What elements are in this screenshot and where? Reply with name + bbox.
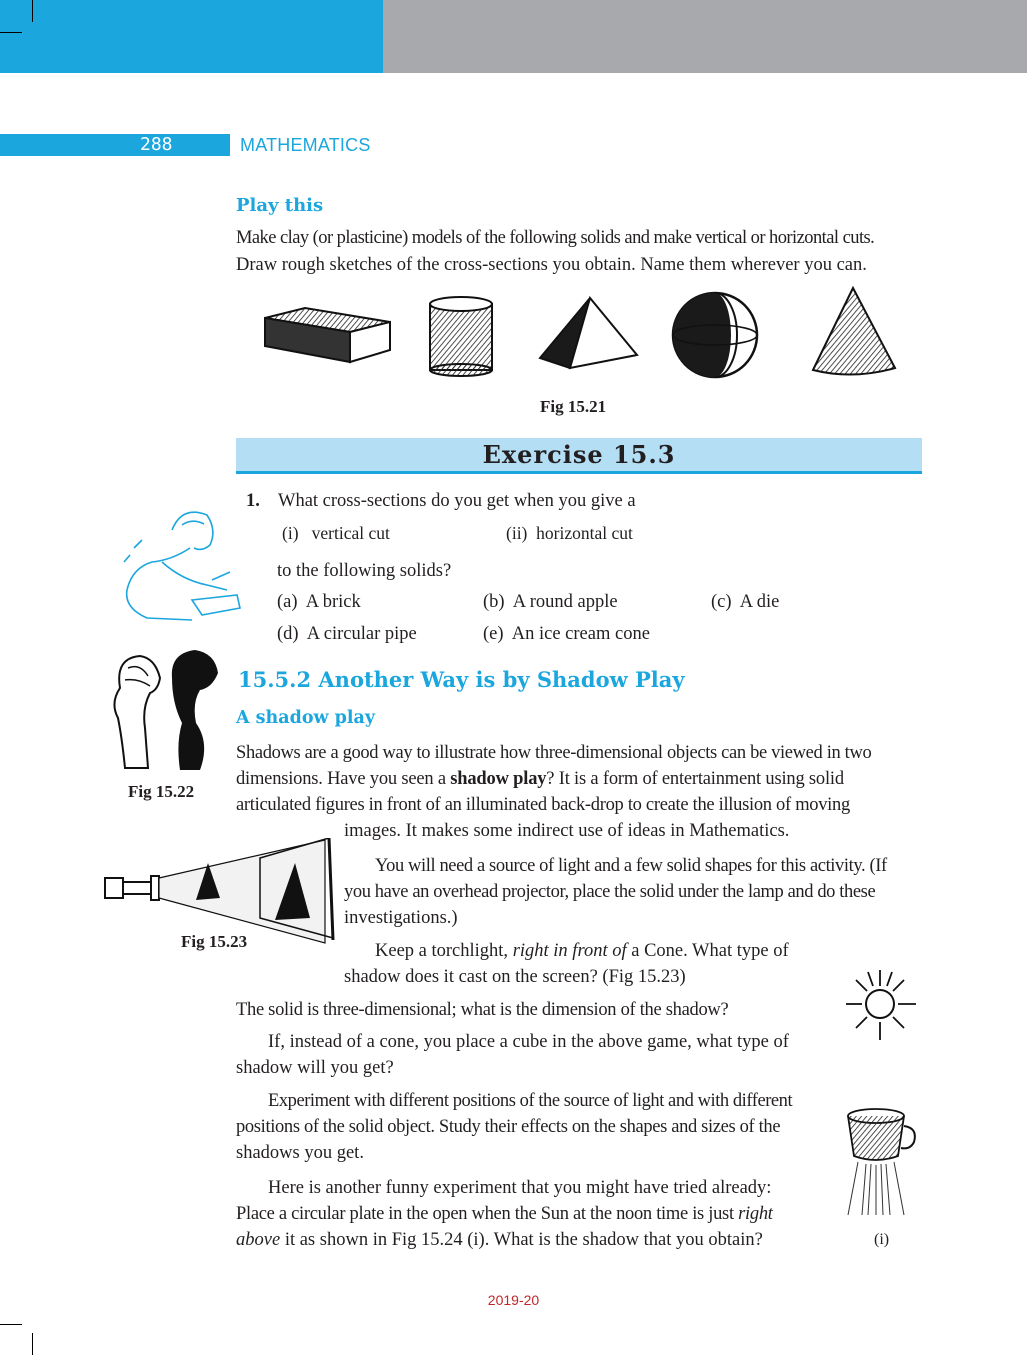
para7-line1: Here is another funny experiment that you might have tried already: — [268, 1178, 772, 1198]
shadow-play-subheading: A shadow play — [236, 708, 376, 728]
para6-line1: Experiment with different positions of the source of light and with different — [268, 1091, 793, 1111]
emphasis-text: above — [236, 1230, 281, 1250]
play-this-line1: Make clay (or plasticine) models of the following solids and make vertical or horizontal cuts. — [236, 228, 875, 248]
cone-icon — [813, 288, 895, 375]
cut-option-ii: (ii) horizontal cut — [506, 523, 633, 543]
crop-mark — [32, 1333, 33, 1355]
solid-option-a: (a) A brick — [277, 592, 361, 612]
hand-shadow-icon — [100, 648, 225, 773]
sun-icon — [840, 966, 920, 1046]
play-this-line2: Draw rough sketches of the cross-sections you obtain. Name them wherever you can. — [236, 255, 867, 275]
para7-line3 — [236, 1227, 763, 1254]
emphasis-text: right in front of — [512, 941, 627, 961]
para2-line1: You will need a source of light and a few solid shapes for this activity. (If — [375, 856, 887, 876]
play-this-heading: Play this — [236, 195, 324, 216]
para7-text: Place a circular plate in the open when the Sun at the noon time is just — [236, 1204, 739, 1224]
para2-line3: investigations.) — [344, 908, 458, 928]
para4: The solid is three-dimensional; what is the dimension of the shadow? — [236, 1000, 729, 1020]
section-heading: 15.5.2 Another Way is by Shadow Play — [238, 667, 685, 692]
para3-text: Keep a torchlight, — [375, 941, 513, 961]
solid-option-d: (d) A circular pipe — [277, 624, 417, 644]
para1-text: ? It is a form of entertainment using solid — [546, 769, 844, 789]
fig-15-22-label: Fig 15.22 — [128, 782, 195, 801]
sphere-icon — [673, 293, 757, 377]
question-text: What cross-sections do you get when you give a — [278, 491, 636, 511]
solid-option-b: (b) A round apple — [483, 592, 618, 612]
para1-line4: images. It makes some indirect use of ideas in Mathematics. — [344, 821, 790, 841]
exercise-banner — [236, 438, 922, 474]
fig-15-24-i-label: (i) — [874, 1231, 890, 1248]
para5-line2: shadow will you get? — [236, 1058, 394, 1078]
cut-option-i: (i) vertical cut — [282, 523, 390, 543]
crop-mark — [0, 1324, 22, 1325]
emphasis-text: right — [738, 1204, 773, 1224]
para1-line3: articulated figures in front of an illuminated back-drop to create the illusion of moving — [236, 795, 850, 815]
para3-line1 — [375, 938, 789, 965]
para2-line2: you have an overhead projector, place the solid under the lamp and do these — [344, 882, 876, 902]
para3-text: a Cone. What type of — [626, 941, 789, 961]
following-solids-text: to the following solids? — [277, 561, 452, 581]
para1-line1: Shadows are a good way to illustrate how three-dimensional objects can be viewed in two — [236, 743, 872, 763]
subject-title: MATHEMATICS — [240, 135, 371, 155]
exercise-title: Exercise 15.3 — [482, 440, 676, 469]
solid-option-e: (e) An ice cream cone — [483, 624, 650, 644]
solid-option-c: (c) A die — [711, 592, 780, 612]
fig-15-21-label: Fig 15.21 — [540, 397, 607, 416]
brick-icon — [265, 308, 390, 362]
cylinder-icon — [430, 297, 492, 376]
para1-line2 — [236, 766, 844, 793]
para5-line1: If, instead of a cone, you place a cube in the above game, what type of — [268, 1032, 789, 1052]
crop-mark — [0, 32, 22, 33]
para6-line2: positions of the solid object. Study their effects on the shapes and sizes of the — [236, 1117, 781, 1137]
para7-text: it as shown in Fig 15.24 (i). What is the shadow that you obtain? — [280, 1230, 763, 1250]
para7-line2 — [236, 1201, 773, 1228]
header-gray-band — [383, 0, 1027, 73]
para1-text: dimensions. Have you seen a — [236, 769, 451, 789]
fig-15-23-label: Fig 15.23 — [181, 932, 248, 951]
crop-mark — [32, 0, 33, 22]
solids-illustration — [255, 280, 925, 385]
header-color-band — [0, 0, 383, 73]
para3-line2: shadow does it cast on the screen? (Fig 15.23) — [344, 967, 686, 987]
tetrahedron-icon — [540, 298, 637, 368]
plate-shadow-icon — [838, 1100, 923, 1220]
shadow-play-term: shadow play — [450, 769, 547, 789]
student-writing-icon — [112, 500, 242, 630]
page-number: 288 — [140, 134, 173, 155]
question-number: 1. — [246, 491, 260, 511]
para6-line3: shadows you get. — [236, 1143, 364, 1163]
footer-year: 2019-20 — [487, 1292, 540, 1308]
